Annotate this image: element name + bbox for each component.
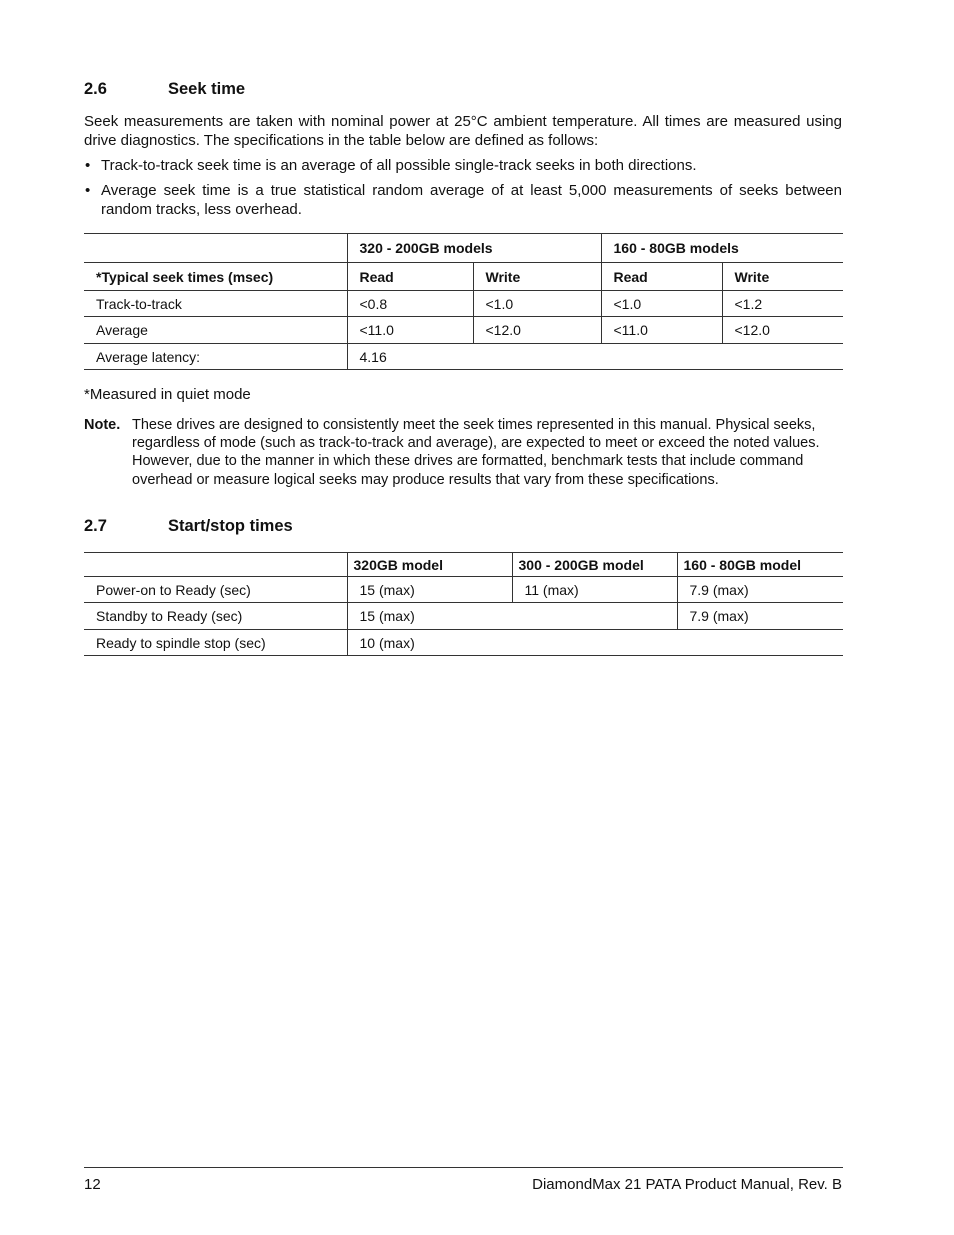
row-label: Average xyxy=(84,317,347,344)
column-header: 160 - 80GB model xyxy=(677,553,843,577)
table-cell: 10 (max) xyxy=(347,630,843,656)
bullet-dot-icon: • xyxy=(85,157,91,174)
bullet-dot-icon: • xyxy=(85,182,91,199)
row-label: Ready to spindle stop (sec) xyxy=(84,630,347,656)
table-cell: 7.9 (max) xyxy=(677,577,843,603)
empty-cell xyxy=(84,234,347,263)
section-heading-seek-time xyxy=(84,80,245,99)
table-row xyxy=(84,603,843,630)
column-header: Write xyxy=(473,263,601,291)
table-header-row xyxy=(84,234,843,263)
table-cell: <11.0 xyxy=(601,317,722,344)
note-block xyxy=(84,416,844,489)
column-header: 300 - 200GB model xyxy=(512,553,677,577)
page-number: 12 xyxy=(84,1176,101,1193)
table-cell: 11 (max) xyxy=(512,577,677,603)
table-cell: <12.0 xyxy=(722,317,843,344)
bullet-text: Track-to-track seek time is an average of all possible single-track seeks in both directions. xyxy=(101,157,697,174)
bullet-text: Average seek time is a true statistical random average of at least 5,000 measurements of seeks between random tracks, less overhead. xyxy=(101,182,842,218)
row-label: Track-to-track xyxy=(84,291,347,317)
table-cell: <12.0 xyxy=(473,317,601,344)
section-title: Start/stop times xyxy=(168,517,293,535)
note-label: Note. xyxy=(84,417,121,433)
start-stop-table xyxy=(84,552,843,656)
table-row xyxy=(84,317,843,344)
table-cell: 7.9 (max) xyxy=(677,603,843,630)
row-label: Standby to Ready (sec) xyxy=(84,603,347,630)
table-footnote: *Measured in quiet mode xyxy=(84,386,251,403)
table-row xyxy=(84,344,843,370)
row-label: Average latency: xyxy=(84,344,347,370)
table-cell: <0.8 xyxy=(347,291,473,317)
table-cell: <1.2 xyxy=(722,291,843,317)
row-label: Power-on to Ready (sec) xyxy=(84,577,347,603)
bullet-item xyxy=(84,181,842,219)
section-heading-start-stop xyxy=(84,517,293,536)
document-title: DiamondMax 21 PATA Product Manual, Rev. B xyxy=(532,1176,842,1193)
table-row xyxy=(84,291,843,317)
section-number: 2.6 xyxy=(84,80,107,98)
table-cell: <1.0 xyxy=(601,291,722,317)
group-header: 320 - 200GB models xyxy=(347,234,601,263)
empty-cell xyxy=(84,553,347,577)
column-header: Read xyxy=(601,263,722,291)
column-header: Write xyxy=(722,263,843,291)
table-cell: <11.0 xyxy=(347,317,473,344)
seek-intro-paragraph: Seek measurements are taken with nominal power at 25°C ambient temperature. All times are measured using drive diagnostics. The specifications in the table below are defined as follows: xyxy=(84,113,842,149)
column-header: Read xyxy=(347,263,473,291)
table-cell: 15 (max) xyxy=(347,577,512,603)
table-cell: 15 (max) xyxy=(347,603,677,630)
table-row xyxy=(84,630,843,656)
row-header: *Typical seek times (msec) xyxy=(84,263,347,291)
seek-time-table xyxy=(84,233,843,370)
table-cell: 4.16 xyxy=(347,344,843,370)
column-header: 320GB model xyxy=(347,553,512,577)
table-header-row xyxy=(84,263,843,291)
note-text: These drives are designed to consistently meet the seek times represented in this manual. Physical seeks, regardless of mode (such as track-to-track and average), are expected to meet or exceed the noted values. However, due to the manner in which these drives are formatted, benchmark tests that include command overhead or measure logical seeks may produce results that vary from these specifications. xyxy=(132,417,820,488)
section-title: Seek time xyxy=(168,80,246,98)
group-header: 160 - 80GB models xyxy=(601,234,843,263)
table-row xyxy=(84,577,843,603)
table-header-row xyxy=(84,553,843,577)
table-cell: <1.0 xyxy=(473,291,601,317)
footer-divider xyxy=(84,1167,843,1168)
bullet-item xyxy=(84,156,842,175)
section-number: 2.7 xyxy=(84,517,107,535)
